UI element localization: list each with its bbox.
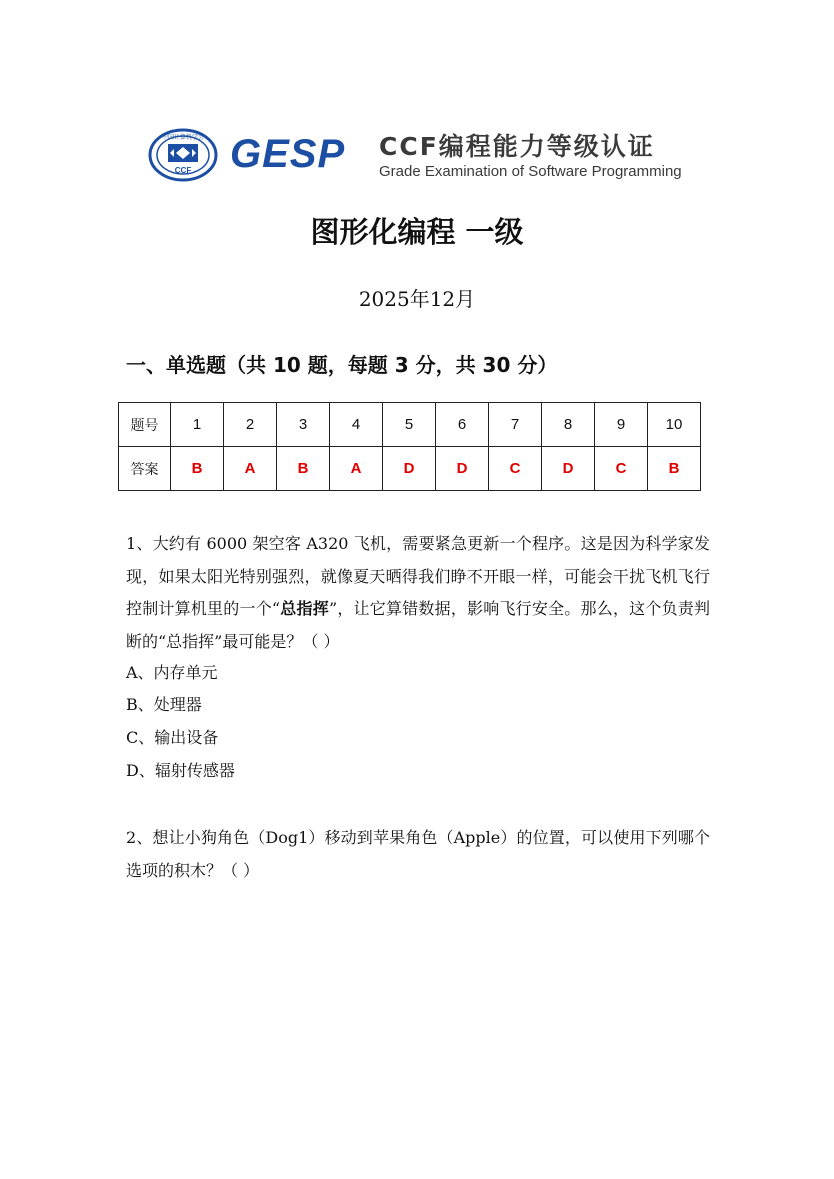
document-date: 2025年12月 [358, 287, 476, 311]
question-number: 1 [171, 403, 224, 447]
row-label-number: 题号 [119, 403, 171, 447]
question-number: 8 [542, 403, 595, 447]
seal-text: 中国计算机学会 [161, 134, 205, 141]
answer-cell: D [542, 447, 595, 491]
answer-cell: A [330, 447, 383, 491]
answer-row [119, 447, 701, 491]
answer-cell: B [648, 447, 701, 491]
question-1-text-part: ”，让它算错数据，影响飞行安全。那么，这个负责判断的“总指挥”最可能是？（ ） [126, 599, 710, 651]
answer-cell: C [489, 447, 542, 491]
question-number: 9 [595, 403, 648, 447]
question-1-option-d: D、辐射传感器 [126, 761, 235, 780]
answer-table [118, 402, 701, 491]
question-number: 2 [224, 403, 277, 447]
question-1-text-part: 1、大约有 6000 架空客 A320 飞机，需要紧急更新一个程序。这是因为科学家发现，如果太阳光特别强烈，就像夏天晒得我们睁不开眼一样，可能会干扰飞机飞行控制计算机里的一个“ [126, 534, 710, 618]
ccf-seal-logo [148, 128, 218, 182]
question-number: 3 [277, 403, 330, 447]
question-1-option-c: C、输出设备 [126, 728, 219, 747]
answer-cell: C [595, 447, 648, 491]
gesp-logo: GESP [230, 132, 346, 176]
org-subtitle: Grade Examination of Software Programming [379, 163, 682, 180]
question-number: 5 [383, 403, 436, 447]
question-1-text [126, 528, 710, 658]
question-number: 4 [330, 403, 383, 447]
answer-cell: A [224, 447, 277, 491]
question-number: 10 [648, 403, 701, 447]
answer-cell: D [436, 447, 489, 491]
answer-cell: B [277, 447, 330, 491]
question-number-row [119, 403, 701, 447]
question-1-keyword: 总指挥 [280, 599, 329, 618]
seal-abbr: CCF [174, 166, 192, 175]
document-title: 图形化编程 一级 [310, 215, 524, 249]
org-title: CCF编程能力等级认证 [379, 132, 655, 161]
question-1-option-b: B、处理器 [126, 695, 202, 714]
question-1-option-a: A、内存单元 [126, 663, 218, 682]
answer-cell: D [383, 447, 436, 491]
row-label-answer: 答案 [119, 447, 171, 491]
question-number: 6 [436, 403, 489, 447]
question-number: 7 [489, 403, 542, 447]
question-2-text: 2、想让小狗角色（Dog1）移动到苹果角色（Apple）的位置，可以使用下列哪个选项的积木？（ ） [126, 828, 710, 880]
answer-cell: B [171, 447, 224, 491]
section-heading: 一、单选题（共 10 题，每题 3 分，共 30 分） [126, 353, 558, 377]
